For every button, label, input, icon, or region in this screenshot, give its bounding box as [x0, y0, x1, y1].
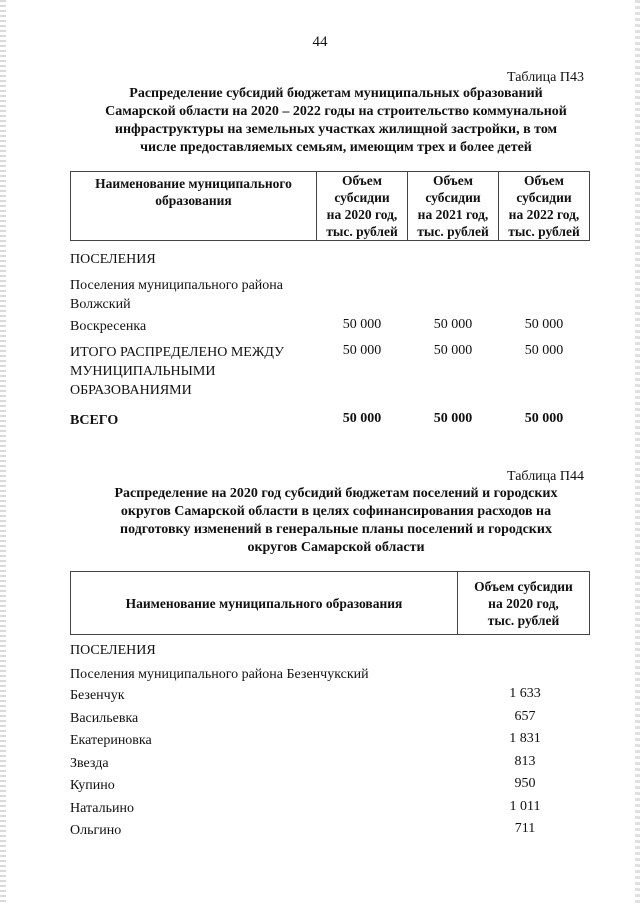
row-value-2021: 50 000	[433, 317, 473, 332]
table-row	[70, 776, 590, 799]
total-value-2021: 50 000	[433, 411, 473, 426]
itogo-value-2020: 50 000	[342, 343, 382, 358]
table43-header-2020	[316, 171, 408, 241]
header-text: на 2020 год,	[488, 595, 559, 611]
header-text: тыс. рублей	[417, 224, 489, 239]
itogo-value-2022: 50 000	[524, 343, 564, 358]
table43-total-row	[70, 411, 590, 431]
table44-header-amount	[457, 571, 590, 635]
table43-itogo-row	[70, 343, 590, 403]
row-name: Натальино	[70, 800, 134, 816]
table44-header	[70, 571, 590, 635]
header-text: Объем субсидии	[474, 578, 573, 594]
header-text: тыс. рублей	[508, 224, 580, 239]
table-row	[70, 709, 590, 732]
itogo-value-2021: 50 000	[433, 343, 473, 358]
table44-title	[70, 485, 602, 557]
header-text: образования	[155, 193, 232, 208]
table44-district: Поселения муниципального района Безенчукский	[70, 667, 369, 682]
table44-header-name: Наименование муниципального образования	[70, 571, 458, 635]
row-name: Ольгино	[70, 823, 122, 838]
table43-district	[70, 276, 283, 314]
scan-edge-right	[635, 0, 640, 905]
table-row	[70, 799, 590, 822]
header-text: Объем	[433, 173, 473, 188]
row-value: 1 633	[509, 686, 541, 701]
table43-title-line: Самарской области на 2020 – 2022 годы на строительство коммунальной	[105, 104, 567, 119]
header-text: на 2022 год,	[508, 207, 580, 222]
row-name: Екатериновка	[70, 733, 152, 748]
itogo-line: ИТОГО РАСПРЕДЕЛЕНО МЕЖДУ	[70, 345, 284, 360]
row-value: 657	[514, 708, 536, 724]
table43-title-line: инфраструктуры на земельных участках жилищной застройки, в том	[114, 122, 558, 137]
table43-label: Таблица П43	[507, 70, 584, 85]
row-value: 1 831	[509, 731, 541, 746]
table43-section: ПОСЕЛЕНИЯ	[70, 252, 156, 267]
header-text: тыс. рублей	[487, 612, 560, 628]
table44-title-line: Распределение на 2020 год субсидий бюджетам поселений и городских	[114, 486, 558, 501]
itogo-line: ОБРАЗОВАНИЯМИ	[70, 383, 192, 398]
total-value-2022: 50 000	[524, 411, 564, 426]
header-text: тыс. рублей	[326, 224, 398, 239]
row-value: 711	[514, 821, 536, 836]
table44-title-line: округов Самарской области	[247, 540, 425, 555]
table43-header-name	[70, 171, 317, 241]
scan-edge-left	[0, 0, 6, 905]
row-value: 1 011	[509, 798, 541, 814]
header-text: субсидии	[334, 190, 390, 205]
row-value-2022: 50 000	[524, 317, 564, 332]
table-row	[70, 754, 590, 777]
row-name: Васильевка	[70, 710, 139, 726]
itogo-line: МУНИЦИПАЛЬНЫМИ	[70, 364, 216, 379]
table44-label: Таблица П44	[507, 469, 584, 484]
table43-header-2021	[407, 171, 499, 241]
page-number: 44	[312, 34, 328, 50]
district-line: Волжский	[70, 297, 131, 312]
table43-title	[70, 85, 602, 157]
row-value: 813	[514, 753, 536, 769]
header-text: на 2020 год,	[326, 207, 398, 222]
row-value-2020: 50 000	[342, 317, 382, 332]
header-text: на 2021 год,	[417, 207, 489, 222]
row-name: Воскресенка	[70, 319, 147, 334]
total-value-2020: 50 000	[342, 411, 382, 426]
district-line: Поселения муниципального района	[70, 278, 284, 293]
header-text: субсидии	[516, 190, 572, 205]
table-row	[70, 731, 590, 754]
table-row	[70, 317, 590, 337]
header-text: субсидии	[425, 190, 481, 205]
total-label: ВСЕГО	[70, 413, 119, 428]
table44-title-line: подготовку изменений в генеральные планы поселений и городских	[120, 522, 552, 537]
table43-header-2022	[498, 171, 590, 241]
itogo-label	[70, 343, 315, 400]
table44-title-line: округов Самарской области в целях софинансирования расходов на	[120, 504, 552, 519]
table-row	[70, 686, 590, 709]
header-text: Объем	[524, 173, 564, 188]
row-name: Купино	[70, 778, 115, 793]
row-name: Безенчук	[70, 688, 125, 703]
table43-title-line: числе предоставляемых семьям, имеющим трех и более детей	[140, 140, 532, 155]
table43-title-line: Распределение субсидий бюджетам муниципальных образований	[129, 86, 543, 101]
header-text: Объем	[342, 173, 382, 188]
header-text: Наименование муниципального	[95, 176, 292, 191]
table44-section: ПОСЕЛЕНИЯ	[70, 643, 156, 658]
table44-rows	[70, 686, 590, 844]
table-row	[70, 821, 590, 844]
row-value: 950	[514, 776, 536, 791]
row-name: Звезда	[70, 755, 109, 771]
table43-header	[70, 171, 590, 241]
